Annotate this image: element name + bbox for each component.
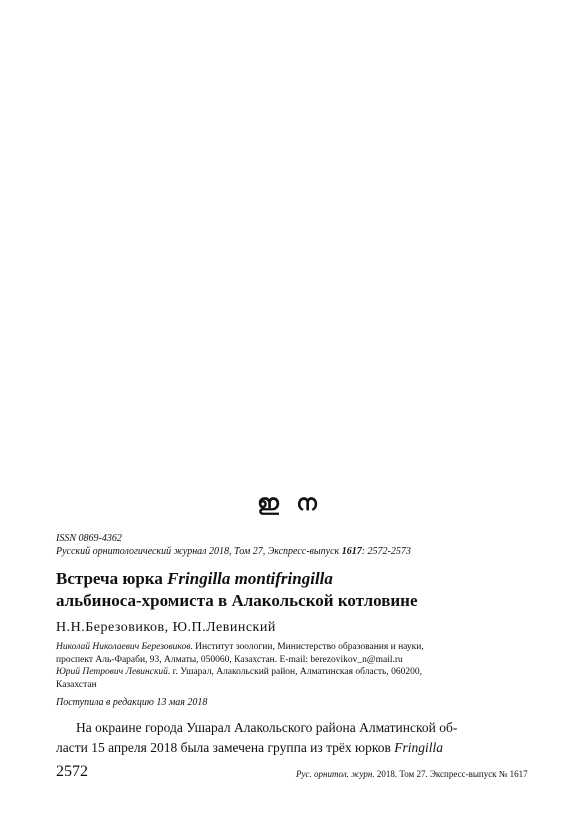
received-date: Поступила в редакцию 13 мая 2018 (56, 697, 208, 708)
journal-citation (56, 545, 411, 558)
affiliation-2-line-2: Казахстан (56, 679, 97, 690)
ornament-glyphs: ഇ ന (257, 490, 323, 515)
article-title (56, 568, 536, 612)
title-species: Fringilla montifringilla (167, 569, 333, 588)
affiliation-1-line-1: Николай Николаевич Березовиков. Институт зоологии, Министерство образования и науки, (56, 642, 424, 652)
title-line-1: Встреча юрка Fringilla montifringilla (56, 569, 333, 588)
body-line-2: ласти 15 апреля 2018 была замечена группа из трёх юрков Fringilla (56, 740, 444, 755)
author-1-name: Николай Николаевич Березовиков (56, 642, 191, 652)
body-species: Fringilla (394, 740, 444, 755)
journal-issue: 1617 (341, 546, 362, 557)
body-line-1: На окраине города Ушарал Алакольского района Алматинской об- (76, 720, 458, 735)
footer-rest: 2018. Том 27. Экспресс-выпуск № 1617 (374, 769, 528, 779)
page-number: 2572 (56, 763, 88, 780)
title-line-2: альбиноса-хромиста в Алакольской котловине (56, 591, 418, 610)
journal-prefix: Русский орнитологический журнал 2018, Том 27, Экспресс-выпуск (56, 546, 342, 557)
affiliation-2-line-1: Юрий Петрович Левинский. г. Ушарал, Алакольский район, Алматинская область, 060200, (56, 667, 422, 677)
footer-reference (296, 769, 528, 779)
affiliation-1-line-2: проспект Аль-Фараби, 93, Алматы, 050060, Казахстан. E-mail: berezovikov_n@mail.ru (56, 654, 403, 665)
author-2-name: Юрий Петрович Левинский (56, 667, 168, 677)
issn: ISSN 0869-4362 (56, 533, 122, 544)
article-body (56, 718, 526, 758)
authors: Н.Н.Березовиков, Ю.П.Левинский (56, 620, 276, 635)
footer-journal-abbr: Рус. орнитол. журн. (296, 769, 375, 779)
journal-pages: : 2572-2573 (361, 546, 411, 557)
affiliations (56, 641, 526, 691)
